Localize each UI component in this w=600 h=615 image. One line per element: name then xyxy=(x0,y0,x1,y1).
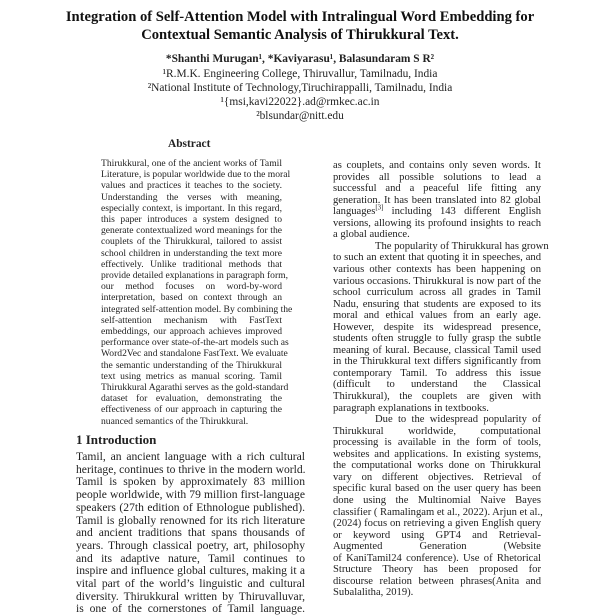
text-line: vary on different objectives. Retrieval of xyxy=(333,471,541,483)
text-line: contemporary Tamil. To address this issue xyxy=(333,367,541,379)
text-line: performance over state-of-the-art models such as xyxy=(101,337,289,349)
text-line: values and practices it teaches to the society. xyxy=(101,180,282,192)
text-line: Thirukkural), the couplets are given with xyxy=(333,391,541,402)
text-line: Thirukkural Agarathi serves as the gold-standard xyxy=(101,382,289,393)
text-line: integrated self-attention model. By combining the xyxy=(101,303,293,315)
text-line: couplets of the Thirukkural, tailored to assist xyxy=(101,236,282,248)
text-line: Thirukkural worldwide, computational xyxy=(333,425,541,437)
email-1: ¹{msi,kavi22022}.ad@rmkec.ac.in xyxy=(220,96,380,108)
text-line: (difficult to understand the Classical xyxy=(333,379,541,391)
text-line: and its adaptive nature, Tamil continues to xyxy=(76,551,305,565)
text-line: processing is available in the form of tools, xyxy=(333,437,541,449)
text-line: generate contextualized word meanings for the xyxy=(101,225,282,237)
text-line: successful and a peaceful life fitting any xyxy=(333,183,541,195)
text-line: and ancient traditions that spans thousands of xyxy=(76,526,305,540)
text-line: moral and ethical values from an early age. xyxy=(333,310,541,322)
text-line: Augmented Generation (Website xyxy=(333,541,541,553)
text-line: speakers (27th edition of Ethnologue published). xyxy=(76,500,305,514)
text-line: languages[3] including 143 different English xyxy=(333,204,541,218)
text-line: self-attention mechanism with FastText xyxy=(101,314,282,326)
abstract-heading: Abstract xyxy=(168,138,211,150)
paper-title-line-2: Contextual Semantic Analysis of Thirukkural Text. xyxy=(141,27,459,43)
text-line: Understanding the verses with meaning, xyxy=(101,191,282,203)
text-line: paragraph explanations in textbooks. xyxy=(333,402,489,414)
text-line: provide detailed explanations in paragraph form, xyxy=(101,270,289,281)
text-line: inspire and influence global cultures, making it a xyxy=(76,564,305,578)
text-line: effectiveness of our approach in capturing the xyxy=(101,404,282,416)
text-line: embeddings, our approach achieves improved xyxy=(101,326,282,337)
text-line: text using metrics as manual scoring. Tamil xyxy=(101,370,282,382)
text-line: discourse relation between phrases(Anita and xyxy=(333,575,541,587)
authors: *Shanthi Murugan¹, *Kaviyarasu¹, Balasundaram S R² xyxy=(165,53,435,65)
affiliation-1: ¹R.M.K. Engineering College, Thiruvallur, Tamilnadu, India xyxy=(162,68,438,80)
text-line: effectively. Unlike traditional methods that xyxy=(101,258,282,270)
text-line: various occasions. Thirukkural is now part of the xyxy=(333,275,541,287)
text-line: diversity. Thirukkural written by Thiruvalluvar, xyxy=(76,589,305,603)
text-line: Tamil is spoken by approximately 83 million xyxy=(76,475,305,489)
email-2: ²blsundar@nitt.edu xyxy=(256,110,344,122)
text-line: Structure Theory has been proposed for xyxy=(333,564,541,576)
text-line: people worldwide, with 79 million first-language xyxy=(76,488,305,502)
text-line: heritage, continues to thrive in the modern world. xyxy=(76,462,306,476)
paper-title-line-1: Integration of Self-Attention Model with Intralingual Word Embedding for xyxy=(65,9,535,25)
text-line: The popularity of Thirukkural has grown xyxy=(375,240,549,252)
text-line: (2024) focus on retrieving a given English query xyxy=(333,518,541,530)
text-line: nuanced semantics of the Thirukkural. xyxy=(101,415,249,427)
text-line: our method focuses on word-by-word xyxy=(101,281,282,293)
text-line: websites and applications. In existing systems, xyxy=(333,448,541,460)
text-line: students often struggle to fully grasp the subtle xyxy=(333,333,541,345)
text-line: classifier ( Ramalingam et al., 2022). Arjun et al., xyxy=(333,506,543,518)
text-line: However, despite its widespread presence, xyxy=(333,321,541,333)
text-line: Word2Vec and standalone FastText. We evaluate xyxy=(101,348,288,360)
text-line: Literature, is popular worldwide due to the moral xyxy=(101,169,291,181)
text-line: Tamil is globally renowned for its rich literature xyxy=(76,513,305,527)
affiliation-2: ²National Institute of Technology,Tiruchirappalli, Tamilnadu, India xyxy=(147,82,453,94)
text-line: the computational works done on Thirukkural xyxy=(333,460,541,472)
text-line: a global audience. xyxy=(333,229,410,241)
text-line: Nadu, ensuring that students are exposed to its xyxy=(333,298,541,310)
text-line: in the Thirukkural text differs significantly from xyxy=(333,356,541,368)
text-line: meaning of kural. Because, classical Tamil used xyxy=(333,344,541,356)
text-line: various other contexts has been happening on xyxy=(333,263,541,275)
introduction-heading: 1 Introduction xyxy=(76,432,157,447)
text-line: this paper introduces a system designed to xyxy=(101,214,282,225)
text-line: done using the Multinomial Naive Bayes xyxy=(333,494,541,506)
text-line: Tamil, an ancient language with a rich cultural xyxy=(76,450,305,463)
text-line: versions, allowing its profound insights to reach xyxy=(333,217,541,229)
text-line: is one of the cornerstones of Tamil language. xyxy=(76,602,305,615)
text-line: dataset for evaluation, demonstrating the xyxy=(101,393,282,405)
text-line: Thirukkural, one of the ancient works of Tamil xyxy=(101,158,282,169)
text-line: or keyword using GPT4 and Retrieval- xyxy=(333,529,541,541)
text-line: Subalalitha, 2019). xyxy=(333,587,414,599)
text-line: Due to the widespread popularity of xyxy=(375,414,541,426)
text-line: as couplets, and contains only seven words. It xyxy=(333,160,541,171)
text-line: provides all possible solutions to lead a xyxy=(333,171,541,183)
text-line: school children in understanding the text more xyxy=(101,247,282,259)
text-line: of KaniTamil24 conference). Use of Rhetorical xyxy=(333,552,541,564)
text-line: vital part of the world’s linguistic and cultural xyxy=(76,577,305,590)
citation-marker: [3] xyxy=(375,204,384,212)
text-line: interpretation, based on context through an xyxy=(101,292,282,304)
text-line: the semantic understanding of the Thirukkural xyxy=(101,359,282,371)
text-line: school curriculum across all grades in Tamil xyxy=(333,287,541,299)
text-line: to such an extent that quoting it in speeches, and xyxy=(333,252,541,264)
text-line: especially context, is important. In this regard, xyxy=(101,202,282,214)
text-line: specific kural based on the user query has been xyxy=(333,483,541,495)
text-line: years. Through classical poetry, art, philosophy xyxy=(76,538,305,552)
text-line: generation. It has been translated into 82 global xyxy=(333,194,541,206)
